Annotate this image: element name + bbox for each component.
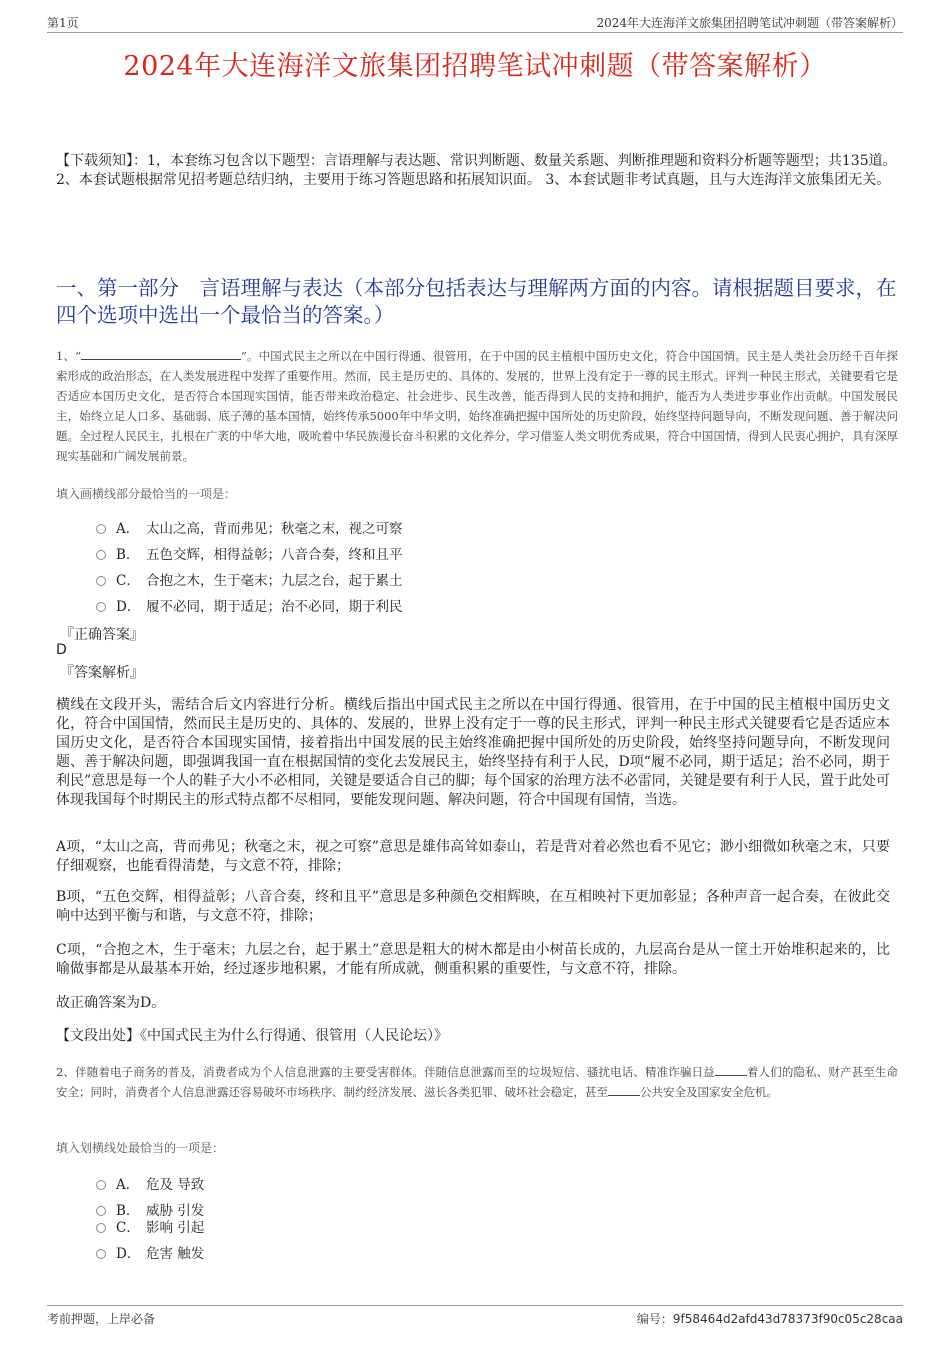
answer-value: D	[56, 642, 67, 658]
question-1-number: 1、“	[56, 349, 81, 363]
option-letter: C．	[116, 1220, 140, 1236]
option-letter: A．	[116, 1177, 140, 1193]
radio-icon[interactable]	[96, 1249, 106, 1259]
question-1-option-a[interactable]	[96, 517, 403, 537]
page-number: 第1页	[47, 16, 79, 30]
option-letter: D．	[116, 599, 141, 615]
question-2-blank-2	[608, 1083, 640, 1096]
option-text: 太山之高，背而弗见；秋毫之末，视之可察	[146, 521, 403, 537]
passage-source: 【文段出处】《中国式民主为什么行得通、很管用（人民论坛）》	[56, 1028, 448, 1044]
question-2-text-b: 着人们的隐私、财产甚至生命安全；同时，消费者个人信息泄露还容易破坏市场秩序、制约经济发展、滋长各类犯罪、破坏社会稳定，甚至	[56, 1065, 899, 1099]
question-1-blank	[81, 347, 241, 360]
question-2-option-a[interactable]	[96, 1173, 204, 1193]
radio-icon[interactable]	[96, 602, 106, 612]
radio-icon[interactable]	[96, 1206, 106, 1216]
analysis-paragraph-b: B项，“五色交辉，相得益彰；八音合奏，终和且平”意思是多种颜色交相辉映，在互相映衬下更加彰显；各种声音一起合奏，在彼此交响中达到平衡与和谐，与文意不符，排除；	[56, 889, 890, 924]
question-2-option-c[interactable]	[96, 1216, 204, 1236]
analysis-label: 『答案解析』	[60, 665, 144, 681]
radio-icon[interactable]	[96, 576, 106, 586]
analysis-paragraph-a: A项，“太山之高，背而弗见；秋毫之末，视之可察”意思是雄伟高耸如泰山，若是背对着必然也看不见它；渺小细微如秋毫之末，只要仔细观察，也能看得清楚，与文意不符，排除；	[56, 839, 890, 874]
option-text: 危害 触发	[146, 1246, 205, 1262]
footer-slogan: 考前押题，上岸必备	[47, 1312, 156, 1326]
analysis-paragraph-1: 横线在文段开头，需结合后文内容进行分析。横线后指出中国式民主之所以在中国行得通、很管用，在于中国的民主植根中国历史文化，符合中国国情，然而民主是历史的、具体的、发展的，世界上没有定于一尊的民主形式，评判一种民主形式关键要看它是否适应本国历史文化，是否符合本国现实国情，接着指出中国发展的民主始终准确把握中国所处的历史阶段，始终坚持问题导向，不断发现问题、善于解决问题，即强调我国一直在根据国情的变化去发展民主，始终坚持有利于人民，D项“履不必同，期于适足；治不必同，期于利民”意思是每一个人的鞋子大小不必相同，关键是要适合自己的脚；每个国家的治理方法不必雷同，关键是要有利于人民，置于此处可体现我国每个时期民主的形式特点都不尽相同，要能发现问题、解决问题，符合中国现有国情，当选。	[56, 697, 890, 808]
option-letter: B．	[116, 1203, 140, 1219]
analysis-conclusion: 故正确答案为D。	[56, 995, 166, 1011]
radio-icon[interactable]	[96, 524, 106, 534]
answer-label: 『正确答案』	[60, 627, 144, 643]
option-text: 危及 导致	[146, 1177, 205, 1193]
header-doc-title: 2024年大连海洋文旅集团招聘笔试冲刺题（带答案解析）	[596, 16, 903, 30]
option-text: 影响 引起	[146, 1220, 205, 1236]
question-1-option-c[interactable]	[96, 569, 403, 589]
option-text: 合抱之木，生于毫末；九层之台，起于累土	[146, 573, 403, 589]
question-1-stem	[56, 346, 898, 466]
option-letter: B．	[116, 547, 140, 563]
page-header	[47, 14, 903, 33]
download-notice: 【下载须知】：1，本套练习包含以下题型：言语理解与表达题、常识判断题、数量关系题、判断推理题和资料分析题等题型；共135道。 2、本套试题根据常见招考题总结归纳，主要用于练习答题思路和拓展知识面。 3、本套试题非考试真题，且与大连海洋文旅集团无关。	[56, 153, 897, 188]
question-1-prompt: 填入画横线部分最恰当的一项是：	[56, 487, 237, 501]
question-2-blank-1	[715, 1063, 747, 1076]
option-text: 五色交辉，相得益彰；八音合奏，终和且平	[146, 547, 403, 563]
footer-code-value: 9f58464d2afd43d78373f90c05c28caa	[672, 1312, 903, 1326]
option-letter: C．	[116, 573, 140, 589]
footer-code	[637, 1310, 903, 1327]
question-2-prompt: 填入划横线处最恰当的一项是：	[56, 1141, 225, 1155]
radio-icon[interactable]	[96, 1223, 106, 1233]
radio-icon[interactable]	[96, 1180, 106, 1190]
footer-code-label: 编号：	[636, 1312, 673, 1326]
question-2-text-a: 2、伴随着电子商务的普及，消费者成为个人信息泄露的主要受害群体。伴随信息泄露而至的垃圾短信、骚扰电话、精准诈骗日益	[56, 1065, 715, 1079]
question-1-close: ”。	[240, 349, 259, 363]
document-title: 2024年大连海洋文旅集团招聘笔试冲刺题（带答案解析）	[123, 51, 827, 82]
question-1-text: 中国式民主之所以在中国行得通、很管用，在于中国的民主植根中国历史文化，符合中国国情。民主是人类社会历经千百年探索形成的政治形态，在人类发展进程中发挥了重要作用。然而，民主是历史的、具体的、发展的，世界上没有定于一尊的民主形式。评判一种民主形式，关键要看它是否适应本国历史文化，是否符合本国现实国情，能否带来政治稳定、社会进步、民生改善，能否得到人民的支持和拥护，能否为人类进步事业作出贡献。中国发展民主，始终立足人口多、基础弱、底子薄的基本国情，始终传承5000年中华文明，始终准确把握中国所处的历史阶段，始终坚持问题导向，不断发现问题、善于解决问题。全过程人民民主，扎根在广袤的中华大地，吸吮着中华民族漫长奋斗积累的文化养分，学习借鉴人类文明优秀成果，符合中国国情，得到人民衷心拥护，具有深厚现实基础和广阔发展前景。	[56, 349, 898, 463]
radio-icon[interactable]	[96, 550, 106, 560]
analysis-paragraph-c: C项，“合抱之木，生于毫末；九层之台，起于累土”意思是粗大的树木都是由小树苗长成的，九层高台是从一筐土开始堆积起来的，比喻做事都是从最基本开始，经过逐步地积累，才能有所成就，侧重积累的重要性，与文意不符，排除。	[56, 942, 890, 977]
section-heading: 一、第一部分 言语理解与表达（本部分包括表达与理解两方面的内容。请根据题目要求，在四个选项中选出一个最恰当的答案。）	[56, 276, 897, 327]
page-footer	[47, 1305, 903, 1326]
option-letter: A．	[116, 521, 140, 537]
question-1-option-b[interactable]	[96, 543, 403, 563]
question-1-option-d[interactable]	[96, 595, 403, 615]
question-2-text-c: 公共安全及国家安全危机。	[640, 1085, 778, 1099]
option-letter: D．	[116, 1246, 141, 1262]
option-text: 威胁 引发	[146, 1203, 205, 1219]
option-text: 履不必同，期于适足；治不必同，期于利民	[146, 599, 403, 615]
question-2-option-d[interactable]	[96, 1242, 204, 1262]
question-2-stem	[56, 1062, 898, 1102]
